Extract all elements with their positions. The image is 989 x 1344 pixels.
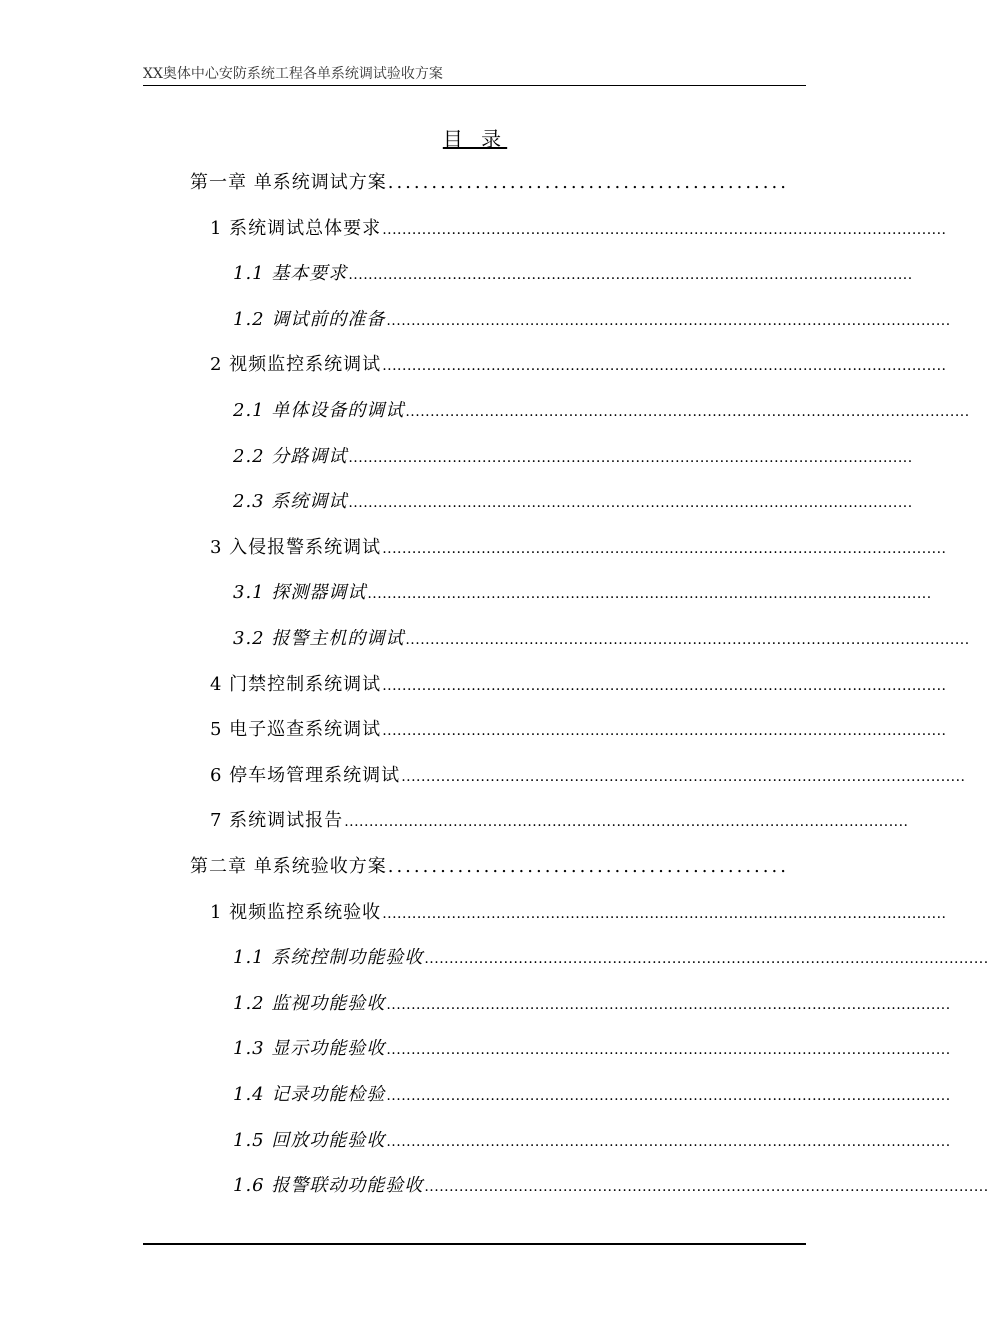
toc-entry-label: 1.1 基本要求	[233, 263, 348, 285]
toc-entry-label: 1.2 调试前的准备	[233, 308, 386, 330]
toc-entry-label: 1.5 回放功能验收	[233, 1129, 386, 1151]
toc-leader-dots: ..................................................................................................................	[405, 404, 970, 420]
toc-leader-dots: ..................................................................................................................	[348, 267, 913, 284]
toc-entry[interactable]	[233, 943, 989, 973]
toc-entry-label: 4 门禁控制系统调试	[210, 673, 382, 695]
toc-entry[interactable]	[233, 442, 913, 472]
toc-leader-dots: ..................................................................................................................	[382, 358, 947, 375]
toc-entry-label: 3.2 报警主机的调试	[233, 628, 405, 649]
toc-entry-label: 3 入侵报警系统调试	[210, 536, 382, 558]
toc-entry-label: 1 视频监控系统验收	[210, 901, 382, 923]
toc-entry[interactable]	[210, 715, 947, 745]
toc-entry[interactable]	[210, 898, 947, 928]
toc-leader-dots: ..................................................................................................................	[386, 1042, 951, 1059]
toc-entry[interactable]	[233, 1034, 951, 1064]
toc-title	[0, 124, 950, 154]
toc-leader-dots: ..................................................................................................................	[386, 1088, 951, 1104]
toc-entry-label: 3.1 探测器调试	[233, 582, 367, 604]
toc-entry[interactable]	[233, 989, 951, 1019]
toc-entry-label: 2 视频监控系统调试	[210, 354, 382, 376]
toc-leader-dots: ..................................................................................................................	[401, 768, 966, 785]
toc-entry[interactable]	[233, 1171, 989, 1201]
toc-leader-dots: ..................................................................................................................	[348, 495, 913, 512]
toc-entry-label: 2.2 分路调试	[233, 445, 348, 467]
toc-leader-dots: ..............................................	[387, 172, 789, 193]
toc-entry[interactable]	[190, 852, 804, 882]
toc-entry[interactable]	[210, 214, 947, 244]
toc-entry[interactable]	[210, 670, 947, 700]
toc-entry-label: 1.2 监视功能验收	[233, 992, 386, 1014]
toc-entry-label: 5 电子巡查系统调试	[210, 719, 382, 741]
footer-rule	[143, 1243, 806, 1245]
toc-entry-label: 7 系统调试报告	[210, 810, 344, 832]
toc-entry[interactable]	[210, 350, 947, 380]
toc-entry-label: 2.1 单体设备的调试	[233, 400, 405, 421]
page-header: XX奥体中心安防系统工程各单系统调试验收方案	[143, 64, 806, 86]
toc-leader-dots: ..................................................................................................................	[386, 996, 951, 1013]
toc-leader-dots: ..................................................................................................................	[348, 449, 913, 466]
toc-leader-dots: ..................................................................................................................	[386, 312, 951, 329]
toc-entry[interactable]	[233, 1080, 951, 1110]
toc-leader-dots: ..............................................	[387, 856, 789, 877]
toc-leader-dots: ..................................................................................................................	[382, 723, 947, 740]
toc-entry-label: 第二章 单系统验收方案	[190, 856, 387, 877]
toc-entry[interactable]	[233, 259, 913, 289]
toc-entry[interactable]	[233, 624, 970, 654]
toc-leader-dots: ..................................................................................................................	[382, 677, 947, 694]
toc-entry-label: 1.1 系统控制功能验收	[233, 947, 424, 969]
toc-leader-dots: ..................................................................................................................	[405, 632, 970, 648]
toc-leader-dots: ..................................................................................................................	[386, 1133, 951, 1150]
toc-entry-label: 1.3 显示功能验收	[233, 1038, 386, 1060]
toc-entry-label: 1 系统调试总体要求	[210, 217, 382, 239]
toc-title-text: 目 录	[442, 127, 508, 151]
toc-entry[interactable]	[233, 578, 932, 608]
toc-leader-dots: ..................................................................................................................	[424, 951, 989, 968]
toc-entry[interactable]	[233, 305, 951, 335]
toc-entry-label: 6 停车场管理系统调试	[210, 764, 401, 786]
toc-entry-label: 2.3 系统调试	[233, 491, 348, 513]
toc-entry[interactable]	[210, 806, 909, 836]
toc-entry[interactable]	[233, 396, 970, 426]
toc-entry-label: 1.4 记录功能检验	[233, 1084, 386, 1105]
toc-entry[interactable]	[233, 487, 913, 517]
toc-leader-dots: ..................................................................................................................	[367, 586, 932, 603]
toc-leader-dots: ..................................................................................................................	[382, 221, 947, 238]
toc-entry[interactable]	[210, 761, 966, 791]
toc-entry[interactable]	[233, 1126, 951, 1156]
toc-leader-dots: ..................................................................................................................	[382, 540, 947, 557]
toc-leader-dots: ..................................................................................................................	[344, 814, 909, 831]
toc-entry-label: 1.6 报警联动功能验收	[233, 1175, 424, 1197]
toc-leader-dots: ..................................................................................................................	[382, 905, 947, 922]
toc-leader-dots: ..................................................................................................................	[424, 1179, 989, 1196]
toc-entry[interactable]	[190, 168, 804, 198]
toc-entry-label: 第一章 单系统调试方案	[190, 172, 387, 193]
toc-entry[interactable]	[210, 533, 947, 563]
